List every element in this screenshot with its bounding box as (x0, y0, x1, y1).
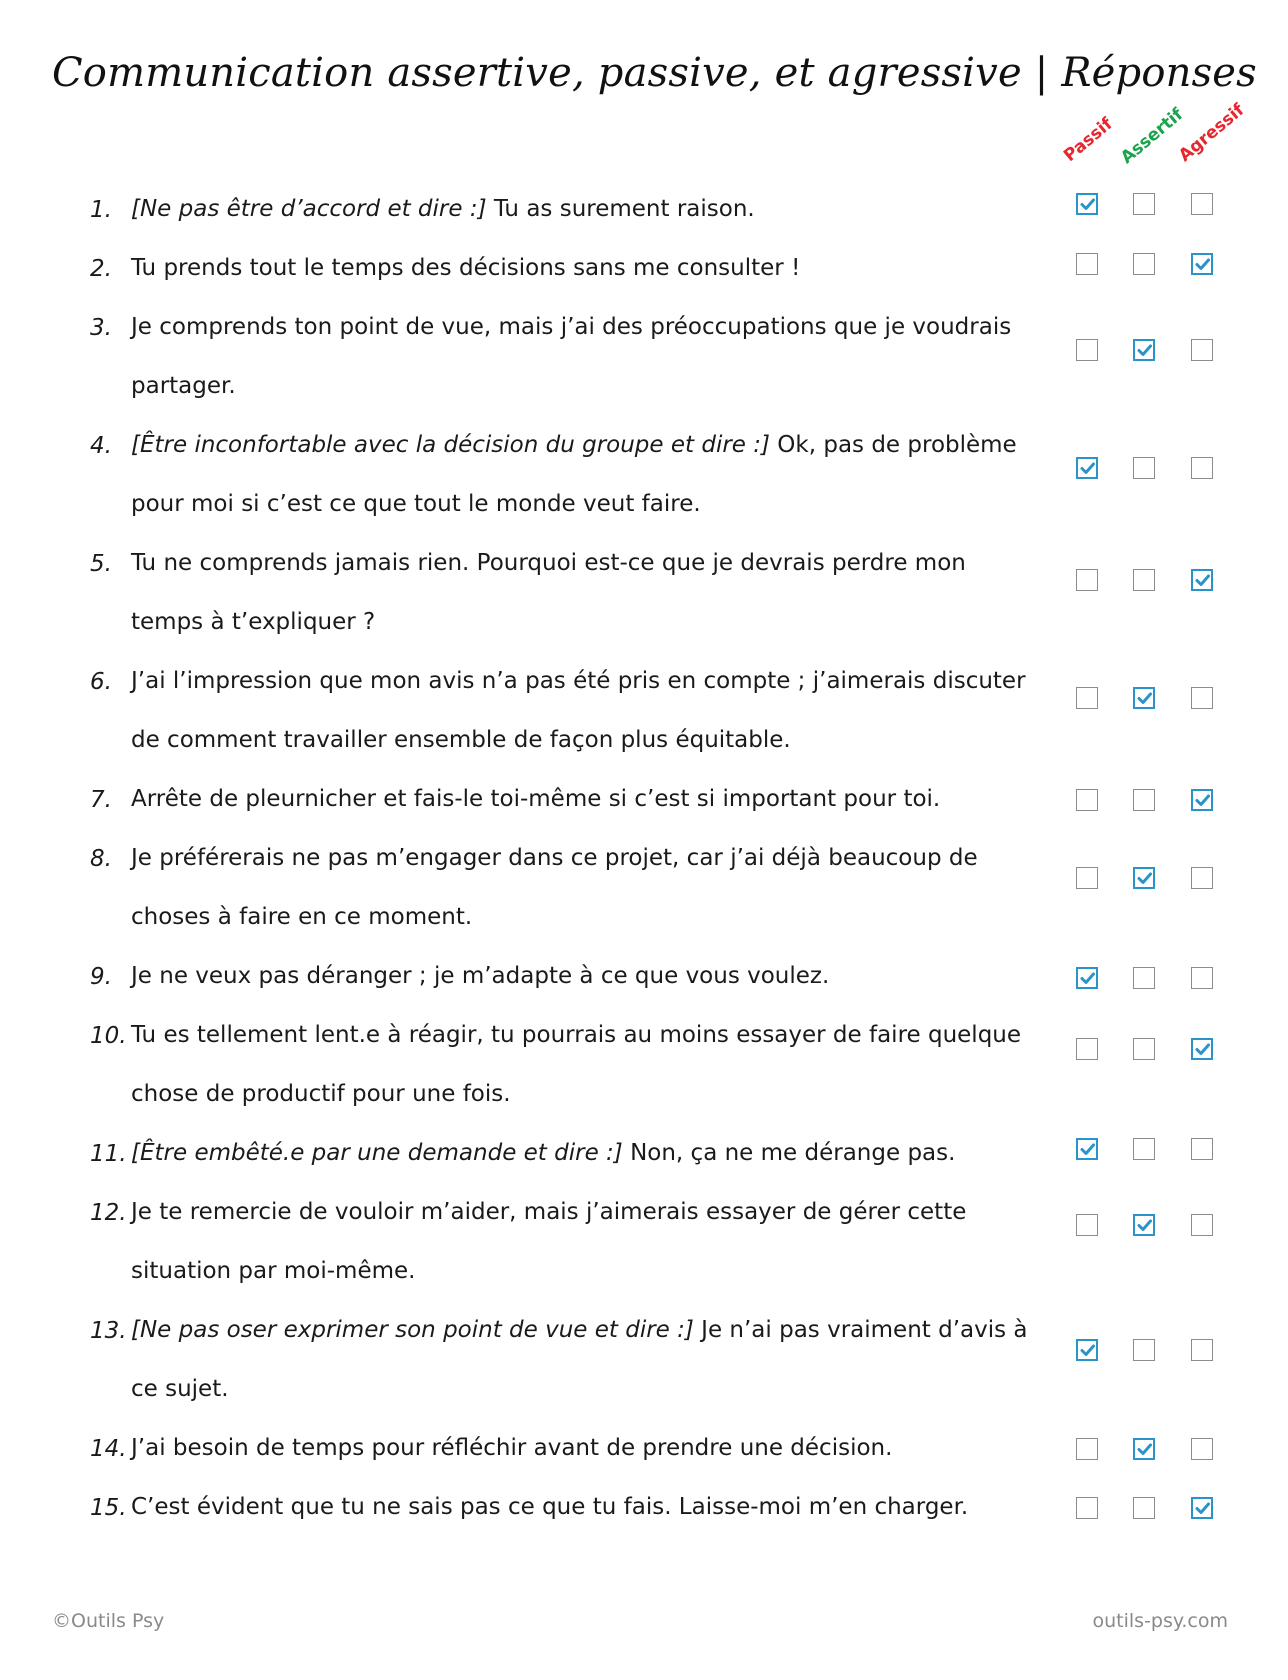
checkbox-assertif[interactable] (1133, 193, 1155, 215)
checkbox-passif[interactable] (1076, 867, 1098, 889)
question-text (131, 1124, 1031, 1183)
question-statement: Non, ça ne me dérange pas. (630, 1140, 956, 1166)
question-number: 4. (90, 433, 112, 459)
checkbox-assertif[interactable] (1133, 253, 1155, 275)
question-text (131, 416, 1031, 534)
question-text (131, 1419, 1031, 1478)
checkbox-assertif[interactable] (1133, 457, 1155, 479)
checkbox-assertif[interactable] (1133, 569, 1155, 591)
checkbox-agressif[interactable] (1191, 1214, 1213, 1236)
question-text (131, 652, 1031, 770)
checkbox-passif[interactable] (1076, 1339, 1098, 1361)
checkbox-agressif[interactable] (1191, 789, 1213, 811)
question-statement: J’ai besoin de temps pour réfléchir avant de prendre une décision. (131, 1435, 893, 1461)
question-statement: Je ne veux pas déranger ; je m’adapte à ce que vous voulez. (131, 963, 830, 989)
checkbox-passif[interactable] (1076, 1038, 1098, 1060)
question-number: 5. (90, 551, 112, 577)
checkbox-assertif[interactable] (1133, 867, 1155, 889)
checkbox-assertif[interactable] (1133, 1038, 1155, 1060)
checkbox-agressif[interactable] (1191, 457, 1213, 479)
question-prefix: [Ne pas être d’accord et dire :] (131, 196, 494, 222)
checkbox-agressif[interactable] (1191, 967, 1213, 989)
question-statement: Je te remercie de vouloir m’aider, mais j’aimerais essayer de gérer cette situation par moi-même. (131, 1199, 967, 1284)
page-title: Communication assertive, passive, et agressive | Réponses (52, 50, 1257, 96)
question-text (131, 1183, 1031, 1301)
checkbox-assertif[interactable] (1133, 1497, 1155, 1519)
checkbox-passif[interactable] (1076, 789, 1098, 811)
column-header-agressif: Agressif (1175, 100, 1249, 166)
question-number: 6. (90, 669, 112, 695)
checkbox-passif[interactable] (1076, 1497, 1098, 1519)
question-text (131, 534, 1031, 652)
question-number: 13. (90, 1318, 127, 1344)
question-statement: Je préférerais ne pas m’engager dans ce projet, car j’ai déjà beaucoup de choses à faire en ce moment. (131, 845, 978, 930)
question-statement: Tu prends tout le temps des décisions sans me consulter ! (131, 255, 801, 281)
question-number: 10. (90, 1023, 127, 1049)
question-prefix: [Être inconfortable avec la décision du groupe et dire :] (131, 432, 778, 458)
checkbox-agressif[interactable] (1191, 1138, 1213, 1160)
question-number: 7. (90, 787, 112, 813)
question-text (131, 180, 1031, 239)
checkbox-assertif[interactable] (1133, 339, 1155, 361)
question-number: 1. (90, 197, 112, 223)
website-link[interactable]: outils-psy.com (1092, 1610, 1228, 1632)
question-text (131, 298, 1031, 416)
question-statement: Tu es tellement lent.e à réagir, tu pourrais au moins essayer de faire quelque chose de productif pour une fois. (131, 1022, 1022, 1107)
checkbox-assertif[interactable] (1133, 789, 1155, 811)
checkbox-assertif[interactable] (1133, 1138, 1155, 1160)
checkbox-agressif[interactable] (1191, 687, 1213, 709)
question-statement: Je n’ai pas vraiment d’avis à ce sujet. (131, 1317, 1028, 1402)
question-text (131, 829, 1031, 947)
question-text (131, 1478, 1031, 1537)
question-number: 2. (90, 256, 112, 282)
question-text (131, 770, 1031, 829)
question-number: 8. (90, 846, 112, 872)
question-statement: Arrête de pleurnicher et fais-le toi-même si c’est si important pour toi. (131, 786, 941, 812)
checkbox-agressif[interactable] (1191, 1497, 1213, 1519)
checkbox-passif[interactable] (1076, 967, 1098, 989)
question-number: 3. (90, 315, 112, 341)
checkbox-passif[interactable] (1076, 687, 1098, 709)
question-statement: J’ai l’impression que mon avis n’a pas été pris en compte ; j’aimerais discuter de comment travailler ensemble de façon plus équitable. (131, 668, 1026, 753)
checkbox-passif[interactable] (1076, 457, 1098, 479)
checkbox-assertif[interactable] (1133, 1438, 1155, 1460)
question-statement: Je comprends ton point de vue, mais j’ai des préoccupations que je voudrais partager. (131, 314, 1012, 399)
question-number: 12. (90, 1200, 127, 1226)
question-number: 15. (90, 1495, 127, 1521)
question-statement: Tu ne comprends jamais rien. Pourquoi est-ce que je devrais perdre mon temps à t’expliquer ? (131, 550, 966, 635)
copyright-text: ©Outils Psy (52, 1610, 165, 1632)
question-text (131, 1301, 1031, 1419)
checkbox-agressif[interactable] (1191, 867, 1213, 889)
checkbox-assertif[interactable] (1133, 967, 1155, 989)
question-text (131, 1006, 1031, 1124)
checkbox-assertif[interactable] (1133, 687, 1155, 709)
checkbox-agressif[interactable] (1191, 1339, 1213, 1361)
checkbox-passif[interactable] (1076, 569, 1098, 591)
checkbox-agressif[interactable] (1191, 339, 1213, 361)
checkbox-agressif[interactable] (1191, 193, 1213, 215)
checkbox-assertif[interactable] (1133, 1214, 1155, 1236)
checkbox-agressif[interactable] (1191, 253, 1213, 275)
checkbox-passif[interactable] (1076, 1438, 1098, 1460)
checkbox-agressif[interactable] (1191, 569, 1213, 591)
question-prefix: [Ne pas oser exprimer son point de vue et dire :] (131, 1317, 702, 1343)
question-text (131, 239, 1031, 298)
column-header-assertif: Assertif (1117, 104, 1188, 168)
checkbox-passif[interactable] (1076, 1138, 1098, 1160)
question-statement: Tu as surement raison. (493, 196, 755, 222)
question-text (131, 947, 1031, 1006)
question-number: 14. (90, 1436, 127, 1462)
question-number: 9. (90, 964, 112, 990)
checkbox-passif[interactable] (1076, 253, 1098, 275)
question-prefix: [Être embêté.e par une demande et dire :] (131, 1140, 631, 1166)
checkbox-agressif[interactable] (1191, 1038, 1213, 1060)
checkbox-agressif[interactable] (1191, 1438, 1213, 1460)
checkbox-assertif[interactable] (1133, 1339, 1155, 1361)
checkbox-passif[interactable] (1076, 193, 1098, 215)
checkbox-passif[interactable] (1076, 339, 1098, 361)
column-header-passif: Passif (1060, 114, 1117, 166)
question-number: 11. (90, 1141, 127, 1167)
question-statement: Ok, pas de problème pour moi si c’est ce que tout le monde veut faire. (131, 432, 1017, 517)
question-statement: C’est évident que tu ne sais pas ce que tu fais. Laisse-moi m’en charger. (131, 1494, 969, 1520)
checkbox-passif[interactable] (1076, 1214, 1098, 1236)
